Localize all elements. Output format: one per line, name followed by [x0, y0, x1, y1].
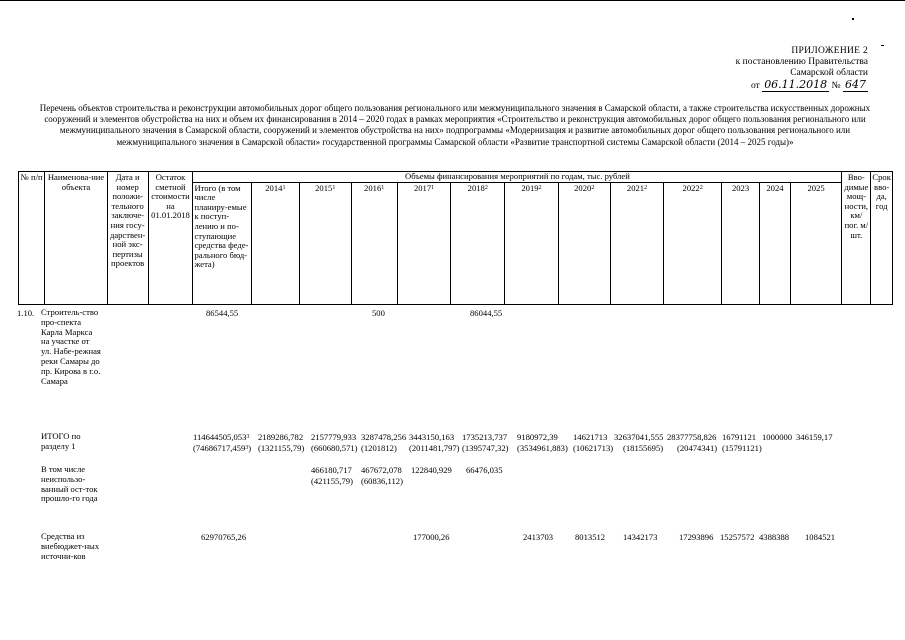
row-110-2018: 86044,55 [470, 308, 503, 318]
extra-2023: 15257572 [720, 532, 755, 542]
document-heading: Перечень объектов строительства и реконструкции автомобильных дорог общего пользования регионального или межмуниципального значения в Самарской области, а также строительства искусственных дорожных сооружений и элементов обустройства на них и объем их финансирования в 2014 – 2020 годах в рамках мероприятия «Строительство и реконструкция автомобильных дорог общего пользования регионального или межмуниципального значения в Самарской области, сооружений и элементов обустройства на них» подпрограммы «Модернизация и развитие автомобильных дорог общего пользования регионального или межмуниципального значения в Самарской области» государственной программы Самарской области «Развитие транспортной системы Самарской области (2014 – 2025 годы)» [39, 103, 871, 147]
col-year-2016: 2016$^1$ [351, 182, 397, 304]
extra-name: Средства из внебюджет-ных источни-ков [41, 531, 100, 561]
extra-2024: 4388388 [759, 532, 790, 542]
itogo-2019: 9180972,39 (3534961,883) [517, 432, 568, 453]
appendix-block [736, 46, 868, 92]
itogo-2015: 2157779,933 (660680,571) [311, 432, 358, 453]
appendix-date-line: от 06.11.2018 № 647 [751, 78, 866, 91]
col-year-2017: 2017$^1$ [397, 182, 451, 304]
col-year-2014: 2014$^1$ [251, 182, 299, 304]
extra-total: 62970765,26 [201, 532, 247, 542]
itogo-2022: 28377758,826 (20474341) [667, 432, 718, 453]
scan-speck [881, 45, 884, 46]
unused-2017: 122840,929 [411, 465, 452, 475]
itogo-total: 114644505,053$^3$ (74686717,459$^3$) [193, 432, 252, 453]
scan-speck [852, 18, 854, 20]
col-financing-group: Объемы финансирования мероприятий по годам, тыс. рублей [193, 172, 842, 183]
itogo-name: ИТОГО по разделу 1 [41, 431, 81, 451]
appendix-number: 647 [845, 78, 866, 91]
unused-2018: 66476,035 [466, 465, 503, 475]
col-year-2015: 2015$^1$ [299, 182, 351, 304]
unused-name: В том числе неиспользо-ванный ост-ток прошло-го года [41, 464, 98, 504]
col-year-2024: 2024 [760, 182, 791, 304]
extra-2022: 17293896 [679, 532, 714, 542]
extra-2020: 8013512 [575, 532, 606, 542]
col-num: № п/п [19, 172, 45, 305]
row-110-num: 1.10. [17, 308, 35, 318]
itogo-2016: 3287478,256 (1201812) [361, 432, 407, 453]
col-capacity: Вво-димые мощ-ности, км/ пог. м/шт. [842, 172, 871, 305]
col-date: Дата и номер положи-тельного заключе-ния госу-дарствен-ной экс-пертизы проектов [107, 172, 148, 305]
row-110-2016: 500 [372, 308, 385, 318]
extra-2025: 1084521 [805, 532, 836, 542]
row-110-total: 86544,55 [206, 308, 239, 318]
col-year-2023: 2023 [721, 182, 759, 304]
col-year-2020: 2020$^2$ [558, 182, 610, 304]
col-year-2019: 2019$^2$ [505, 182, 559, 304]
extra-2021: 14342173 [623, 532, 658, 542]
itogo-2024: 1000000 [762, 432, 793, 442]
itogo-2025: 346159,17 [796, 432, 833, 442]
itogo-2020: 14621713 (10621713) [573, 432, 614, 453]
itogo-2014: 2189286,782 (1321155,79) [258, 432, 305, 453]
col-year-2021: 2021$^2$ [610, 182, 664, 304]
row-110-name: Строитель-ство про-спекта Карла Маркса на участке от ул. Набе-режная реки Самары до пр. Кирова в г.о. Самара [41, 307, 101, 386]
appendix-title: ПРИЛОЖЕНИЕ 2 [791, 46, 868, 56]
col-year-2025: 2025 [790, 182, 842, 304]
col-year-2022: 2022$^2$ [664, 182, 722, 304]
itogo-2017: 3443150,163 (2011481,797) [409, 432, 460, 453]
col-term: Срок вво-да, год [871, 172, 893, 305]
financing-table-header [18, 171, 893, 305]
appendix-line2: Самарской области [790, 68, 868, 78]
col-remainder: Остаток сметной стоимости на 01.01.2018 [148, 172, 193, 305]
itogo-2018: 1735213,737 (1395747,32) [462, 432, 509, 453]
unused-2015: 466180,717 (421155,79) [311, 465, 353, 486]
col-year-2018: 2018$^2$ [451, 182, 505, 304]
appendix-line1: к постановлению Правительства [735, 57, 868, 67]
extra-2017: 177000,26 [413, 532, 450, 542]
itogo-2021: 32637041,555 (18155695) [614, 432, 664, 453]
col-name: Наименова-ние объекта [45, 172, 107, 305]
appendix-date: 06.11.2018 [764, 78, 828, 91]
top-border [0, 0, 905, 1]
extra-2019: 2413703 [523, 532, 554, 542]
col-total: Итого (в том числе планиру-емые к поступ-лению и по-ступающие средства феде-рального бюд-жета) [193, 182, 251, 304]
unused-2016: 467672,078 (60836,112) [361, 465, 403, 486]
itogo-2023: 16791121 (15791121) [722, 432, 762, 453]
